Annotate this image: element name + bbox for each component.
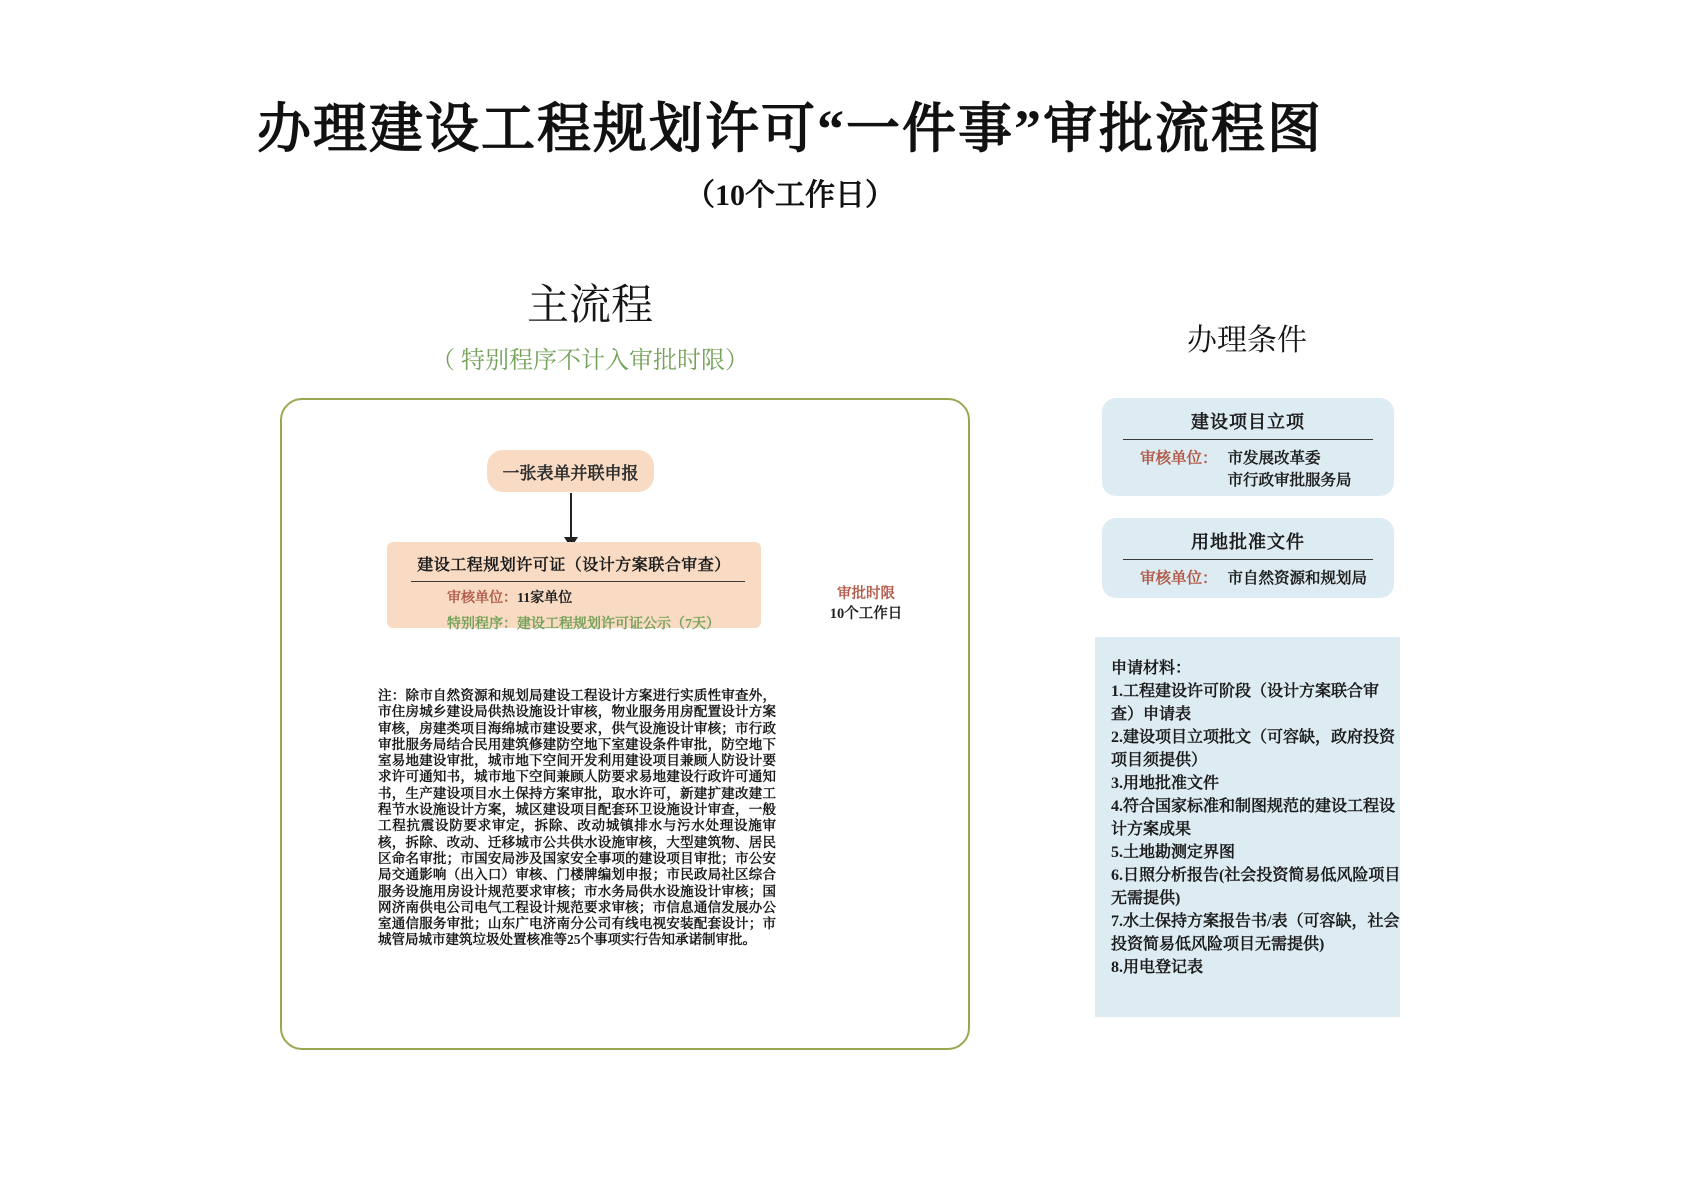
review-unit-value: 市自然资源和规划局 [1227,570,1368,587]
process-review-unit-row [447,589,761,608]
condition-card-title: 用地批准文件 [1191,532,1305,552]
page-title: 办理建设工程规划许可“一件事”审批流程图 [257,99,1323,159]
review-unit-label: 审核单位： [447,591,517,606]
materials-item: 8.用电登记表 [1111,959,1204,976]
approval-time-limit [795,584,937,624]
review-unit-value: 11家单位 [517,591,573,606]
condition-card-title: 建设项目立项 [1191,412,1305,432]
flow-process-node [387,542,761,632]
review-unit-value: 市发展改革委 [1227,450,1321,467]
special-procedure-label: 特别程序： [447,617,517,632]
condition-card-divider [1123,439,1373,440]
time-limit-value: 10个工作日 [829,606,903,622]
condition-card-divider [1123,559,1373,560]
process-special-row [447,615,761,634]
review-unit-label: 审核单位： [1140,450,1218,467]
conditions-title: 办理条件 [1187,324,1307,357]
process-title-divider [411,581,745,582]
arrow-down-icon [570,493,572,537]
materials-list [1111,657,1401,979]
materials-item: 5.土地勘测定界图 [1111,844,1236,861]
materials-item: 4.符合国家标准和制图规范的建设工程设计方案成果 [1111,798,1396,838]
main-flow-subtitle: （ 特别程序不计入审批时限） [431,348,749,374]
review-unit-value: 市行政审批服务局 [1227,472,1352,489]
review-unit-label: 审核单位： [1140,570,1218,587]
condition-card-review-row [1140,448,1394,492]
footnote: 注：除市自然资源和规划局建设工程设计方案进行实质性审查外，市住房城乡建设局供热设施设计审核，物业服务用房配置设计方案审核，房建类项目海绵城市建设要求，供气设施设计审核；市行政审批服务局结合民用建筑修建防空地下室建设条件审批，防空地下室易地建设审批，城市地下空间开发利用建设项目兼顾人防设计要求许可通知书，城市地下空间兼顾人防要求易地建设行政许可通知书，生产建设项目水土保持方案审批，取水许可，新建扩建改建工程节水设施设计方案，城区建设项目配套环卫设施设计审查，一般工程抗震设防要求审定，拆除、改动城镇排水与污水处理设施审核，拆除、改动、迁移城市公共供水设施审核，大型建筑物、居民区命名审批；市国安局涉及国家安全事项的建设项目审批；市公安局交通影响（出入口）审核、门楼牌编划申报；市民政局社区综合服务设施用房设计规范要求审核；市水务局供水设施设计审核；国网济南供电公司电气工程设计规范要求审核；市信息通信发展办公室通信服务审批；山东广电济南分公司有线电视安装配套设计；市城管局城市建筑垃圾处置核准等25个事项实行告知承诺制审批。 [378,688,776,948]
materials-item: 6.日照分析报告(社会投资简易低风险项目无需提供) [1111,867,1401,907]
page-subtitle: （10个工作日） [685,179,895,212]
condition-card-project-approval [1102,398,1394,496]
review-unit-values [1228,448,1352,492]
condition-card-review-row [1140,568,1394,590]
materials-item: 3.用地批准文件 [1111,775,1220,792]
materials-item: 7.水土保持方案报告书/表（可容缺，社会投资简易低风险项目无需提供) [1111,913,1400,953]
materials-panel [1095,637,1400,1017]
materials-item: 1.工程建设许可阶段（设计方案联合审查）申请表 [1111,683,1380,723]
process-node-title: 建设工程规划许可证（设计方案联合审查） [417,557,731,574]
condition-card-land-approval [1102,518,1394,598]
review-unit-values [1228,568,1368,590]
flow-start-node [487,450,654,492]
special-procedure-value: 建设工程规划许可证公示（7天） [517,617,720,632]
time-limit-label: 审批时限 [837,586,895,602]
materials-item: 2.建设项目立项批文（可容缺，政府投资项目须提供） [1111,729,1396,769]
flow-start-node-label: 一张表单并联申报 [502,463,639,483]
main-flow-title: 主流程 [526,283,653,329]
materials-header: 申请材料： [1111,660,1192,677]
